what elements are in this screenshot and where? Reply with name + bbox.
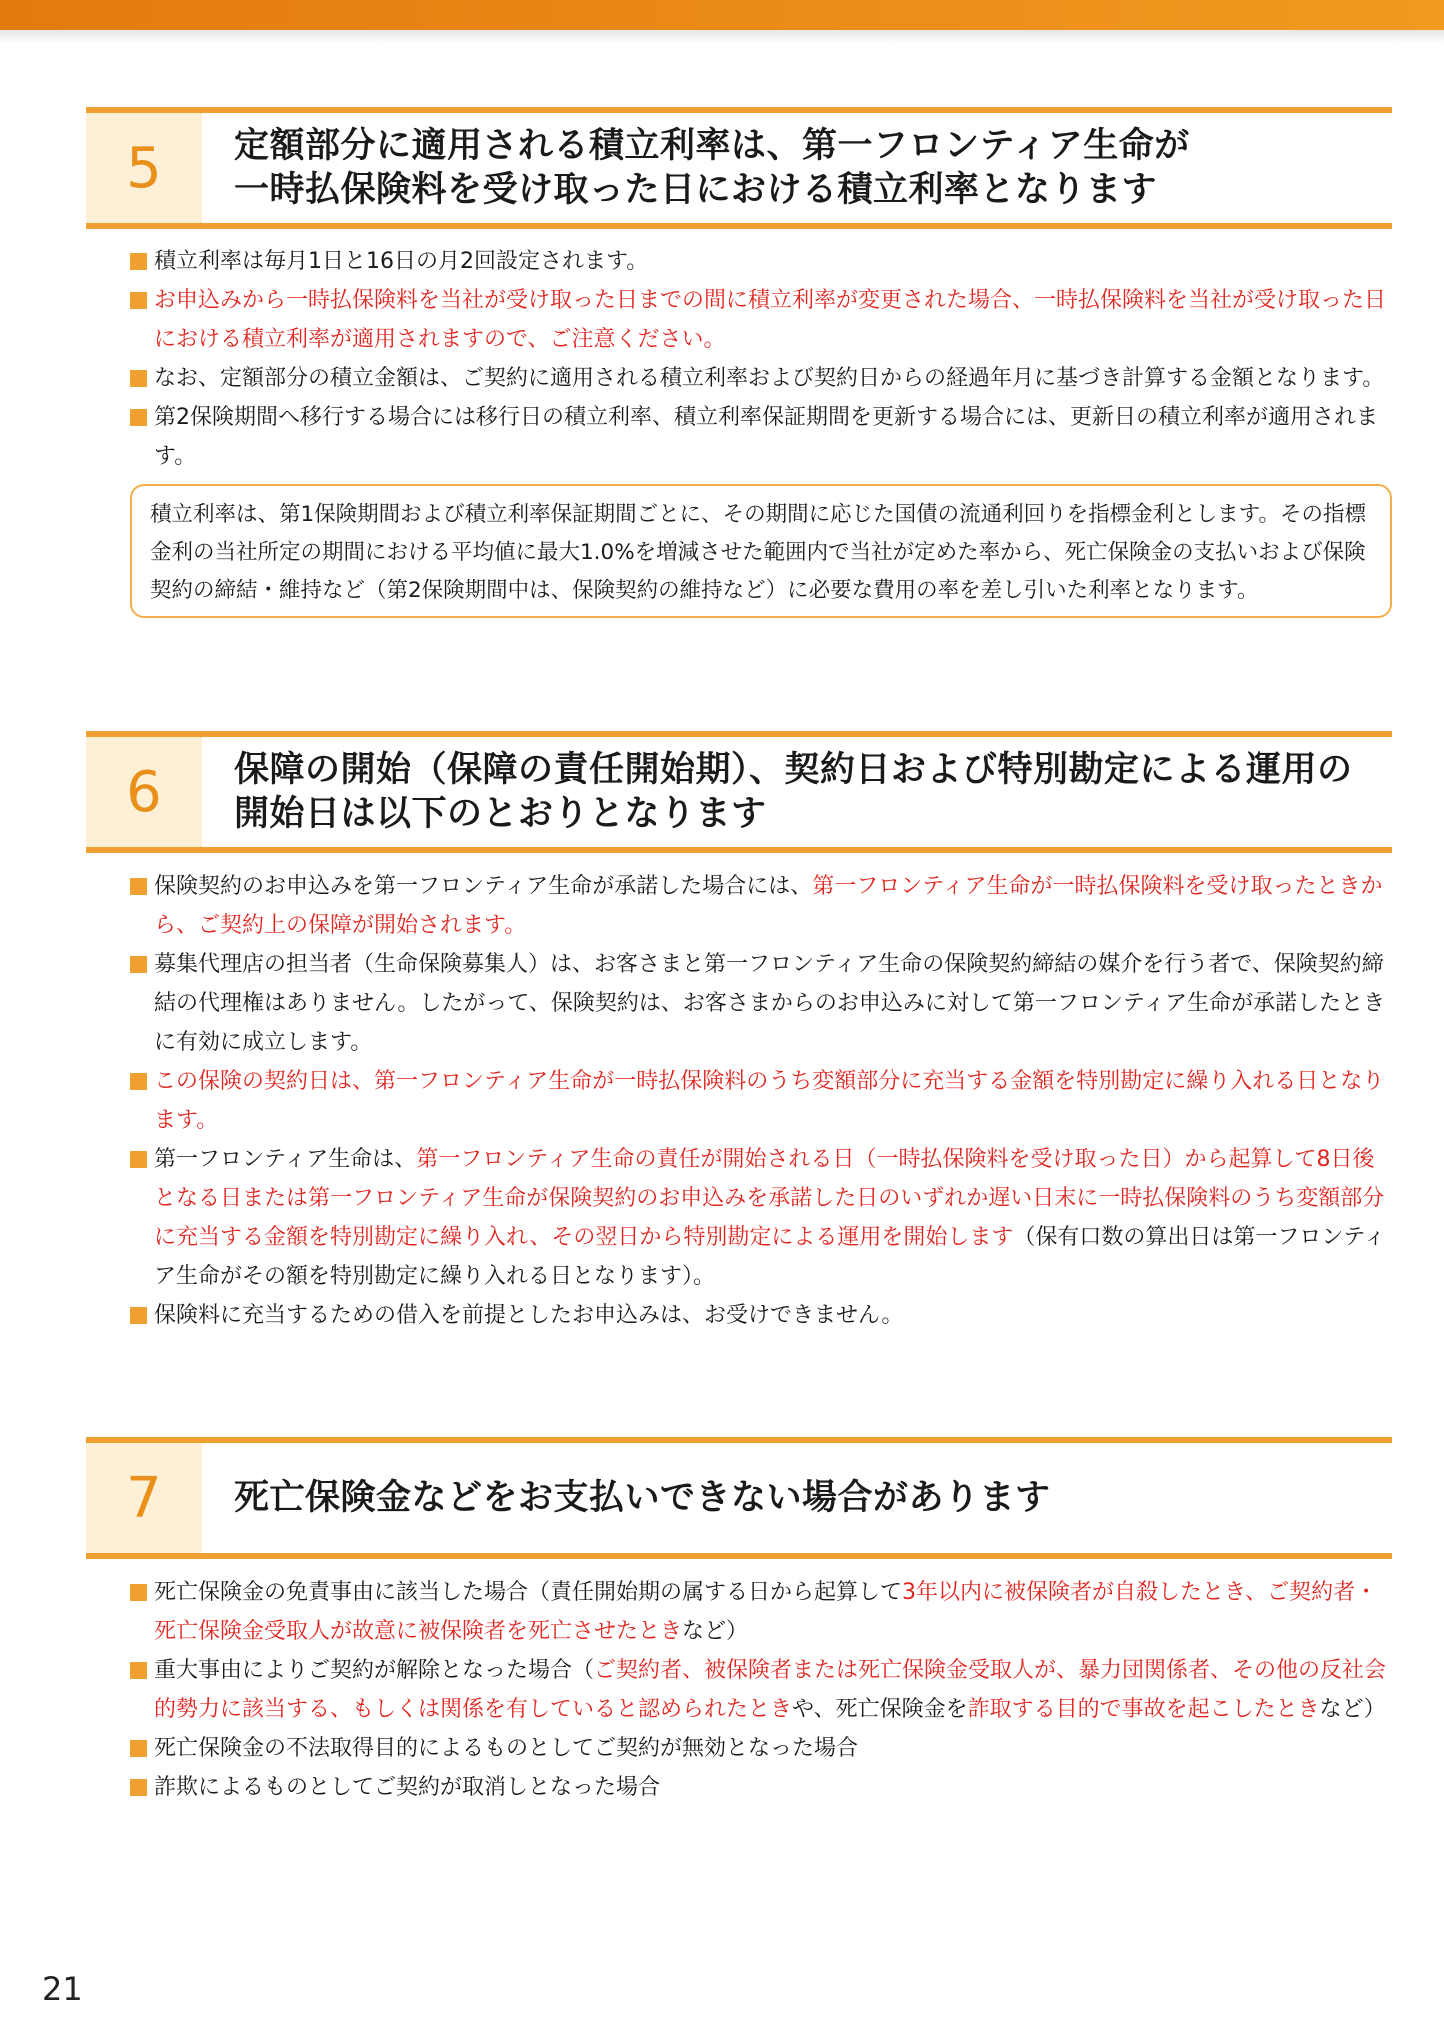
section-5-title-line-1: 定額部分に適用される積立利率は、第一フロンティア生命が: [234, 126, 1190, 166]
section-7-number: 7: [86, 1443, 202, 1553]
section-5-title-line-2: 一時払保険料を受け取った日における積立利率となります: [234, 170, 1158, 210]
list-item: 第2保険期間へ移行する場合には移行日の積立利率、積立利率保証期間を更新する場合には、更新日の積立利率が適用されます。: [130, 398, 1392, 476]
list-item: 第一フロンティア生命は、第一フロンティア生命の責任が開始される日（一時払保険料を受け取った日）から起算して8日後となる日または第一フロンティア生命が保険契約のお申込みを承諾した日のいずれか遅い日末に一時払保険料のうち変額部分に充当する金額を特別勘定に繰り入れ、その翌日から特別勘定による運用を開始します（保有口数の算出日は第一フロンティア生命がその額を特別勘定に繰り入れる日となります）。: [130, 1140, 1392, 1296]
list-item: 募集代理店の担当者（生命保険募集人）は、お客さまと第一フロンティア生命の保険契約締結の媒介を行う者で、保険契約締結の代理権はありません。したがって、保険契約は、お客さまからのお申込みに対して第一フロンティア生命が承諾したときに有効に成立します。: [130, 945, 1392, 1062]
list-item: なお、定額部分の積立金額は、ご契約に適用される積立利率および契約日からの経過年月に基づき計算する金額となります。: [130, 359, 1392, 398]
top-accent-bar: [0, 0, 1444, 30]
list-item: 積立利率は毎月1日と16日の月2回設定されます。: [130, 242, 1392, 281]
section-6-title-line-2: 開始日は以下のとおりとなります: [234, 794, 767, 834]
section-5-list: [130, 242, 1392, 476]
interest-rate-note-box: [130, 484, 1392, 618]
section-7-title: [234, 1443, 1382, 1553]
list-item: 死亡保険金の免責事由に該当した場合（責任開始期の属する日から起算して3年以内に被保険者が自殺したとき、ご契約者・死亡保険金受取人が故意に被保険者を死亡させたときなど）: [130, 1573, 1392, 1651]
list-item: 保険契約のお申込みを第一フロンティア生命が承諾した場合には、第一フロンティア生命が一時払保険料を受け取ったときから、ご契約上の保障が開始されます。: [130, 867, 1392, 945]
section-6-title-line-1: 保障の開始（保障の責任開始期）、契約日および特別勘定による運用の: [234, 750, 1353, 790]
section-6-number: 6: [86, 737, 202, 847]
list-item: この保険の契約日は、第一フロンティア生命が一時払保険料のうち変額部分に充当する金額を特別勘定に繰り入れる日となります。: [130, 1062, 1392, 1140]
top-bar-shadow: [0, 30, 1444, 44]
section-7-list: [130, 1573, 1392, 1807]
section-6-list: [130, 867, 1392, 1335]
interest-rate-note-text: 積立利率は、第1保険期間および積立利率保証期間ごとに、その期間に応じた国債の流通利回りを指標金利とします。その指標金利の当社所定の期間における平均値に最大1.0%を増減させた範囲内で当社が定めた率から、死亡保険金の支払いおよび保険契約の締結・維持など（第2保険期間中は、保険契約の維持など）に必要な費用の率を差し引いた利率となります。: [150, 502, 1366, 603]
list-item: 死亡保険金の不法取得目的によるものとしてご契約が無効となった場合: [130, 1729, 1392, 1768]
section-7-title-line-1: 死亡保険金などをお支払いできない場合があります: [234, 1478, 1051, 1518]
section-5-number: 5: [86, 113, 202, 223]
section-6-title: [234, 737, 1382, 847]
section-5-header: [86, 107, 1392, 229]
list-item: 保険料に充当するための借入を前提としたお申込みは、お受けできません。: [130, 1296, 1392, 1335]
list-item: 詐欺によるものとしてご契約が取消しとなった場合: [130, 1768, 1392, 1807]
list-item: 重大事由によりご契約が解除となった場合（ご契約者、被保険者または死亡保険金受取人が、暴力団関係者、その他の反社会的勢力に該当する、もしくは関係を有していると認められたときや、死亡保険金を詐取する目的で事故を起こしたときなど）: [130, 1651, 1392, 1729]
page-number: 21: [42, 1970, 83, 2008]
section-5-title: [234, 113, 1382, 223]
section-6-header: [86, 731, 1392, 853]
section-7-header: [86, 1437, 1392, 1559]
list-item: お申込みから一時払保険料を当社が受け取った日までの間に積立利率が変更された場合、一時払保険料を当社が受け取った日における積立利率が適用されますので、ご注意ください。: [130, 281, 1392, 359]
